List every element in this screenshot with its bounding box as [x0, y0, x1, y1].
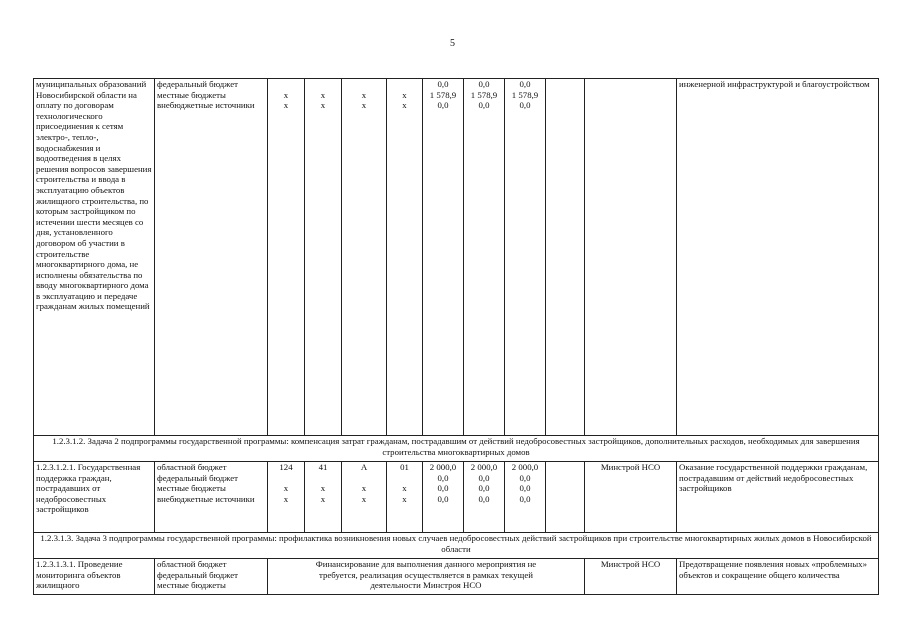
section-row: [34, 533, 879, 559]
code-grbs: x x: [268, 79, 305, 436]
task-3-heading: 1.2.3.1.3. Задача 3 подпрограммы государственной программы: профилактика возникновения новых случаев недобросовестных действий застройщиков при строительстве многоквартирных жилых домов в Новосибирской области: [34, 533, 879, 559]
executor: Минстрой НСО: [585, 462, 677, 533]
table-row: [34, 559, 879, 595]
source-federal: федеральный бюджет: [157, 79, 238, 89]
code-op: x x: [387, 79, 423, 436]
amount-year3: 0,0 1 578,9 0,0: [505, 79, 546, 436]
table-row: [34, 79, 879, 436]
expected-result: Оказание государственной поддержки гражданам, пострадавшим от действий недобросовестных застройщиков: [677, 462, 879, 533]
code-grbs: 124 x x: [268, 462, 305, 533]
empty-cell: [546, 462, 585, 533]
code-gp: 41 x x: [305, 462, 342, 533]
amount-year3: 2 000,0 0,0 0,0 0,0: [505, 462, 546, 533]
amount-year1: 2 000,0 0,0 0,0 0,0: [423, 462, 464, 533]
code-gp: x x: [305, 79, 342, 436]
code-pgp: x x: [342, 79, 387, 436]
funding-sources: [155, 559, 268, 595]
empty-cell: [546, 79, 585, 436]
executor: Минстрой НСО: [585, 559, 677, 595]
page-number: 5: [450, 38, 455, 49]
financing-note: Финансирование для выполнения данного мероприятия не требуется, реализация осуществляется в рамках текущей деятельности Минстроя НСО: [268, 559, 585, 595]
source-extrabudget: внебюджетные источники: [157, 100, 255, 111]
executor: [585, 79, 677, 436]
source-regional: областной бюджет: [157, 462, 227, 472]
table-row: [34, 462, 879, 533]
amount-year1: 0,0 1 578,9 0,0: [423, 79, 464, 436]
source-extrabudget: внебюджетные источники: [157, 493, 255, 504]
measure-title: 1.2.3.1.2.1. Государственная поддержка граждан, пострадавших от недобросовестных застройщиков: [34, 462, 155, 533]
source-federal: федеральный бюджет: [157, 569, 238, 580]
source-local: местные бюджеты: [157, 580, 226, 591]
code-op: 01 x x: [387, 462, 423, 533]
expected-result: инженерной инфраструктурой и благоустройством: [677, 79, 879, 436]
source-regional: областной бюджет: [157, 559, 227, 569]
measure-title: 1.2.3.1.3.1. Проведение мониторинга объектов жилищного: [34, 559, 155, 595]
section-row: [34, 436, 879, 462]
code-pgp: А x x: [342, 462, 387, 533]
expected-result: Предотвращение появления новых «проблемных» объектов и сокращение общего количества: [677, 559, 879, 595]
funding-sources: [155, 79, 268, 436]
source-local: местные бюджеты: [157, 89, 226, 100]
source-federal: федеральный бюджет: [157, 472, 238, 483]
program-table: [33, 78, 879, 595]
task-2-heading: 1.2.3.1.2. Задача 2 подпрограммы государственной программы: компенсация затрат гражданам, пострадавшим от действий недобросовестных застройщиков, дополнительных расходов, необходимых для завершения строительства многоквартирных домов: [34, 436, 879, 462]
measure-title: муниципальных образований Новосибирской области на оплату по договорам технологического присоединения к сетям электро-, тепло-, водоснабжения и водоотведения в целях решения вопросов завершения строительства и ввода в эксплуатацию объектов жилищного строительства, по которым застройщиком по истечении шести месяцев со дня, установленного договором об участии в строительстве многоквартирного дома, не исполнены обязательства по вводу многоквартирного дома в эксплуатацию и передаче гражданам жилых помещений: [34, 79, 155, 436]
amount-year2: 2 000,0 0,0 0,0 0,0: [464, 462, 505, 533]
funding-sources: [155, 462, 268, 533]
amount-year2: 0,0 1 578,9 0,0: [464, 79, 505, 436]
source-local: местные бюджеты: [157, 483, 226, 494]
